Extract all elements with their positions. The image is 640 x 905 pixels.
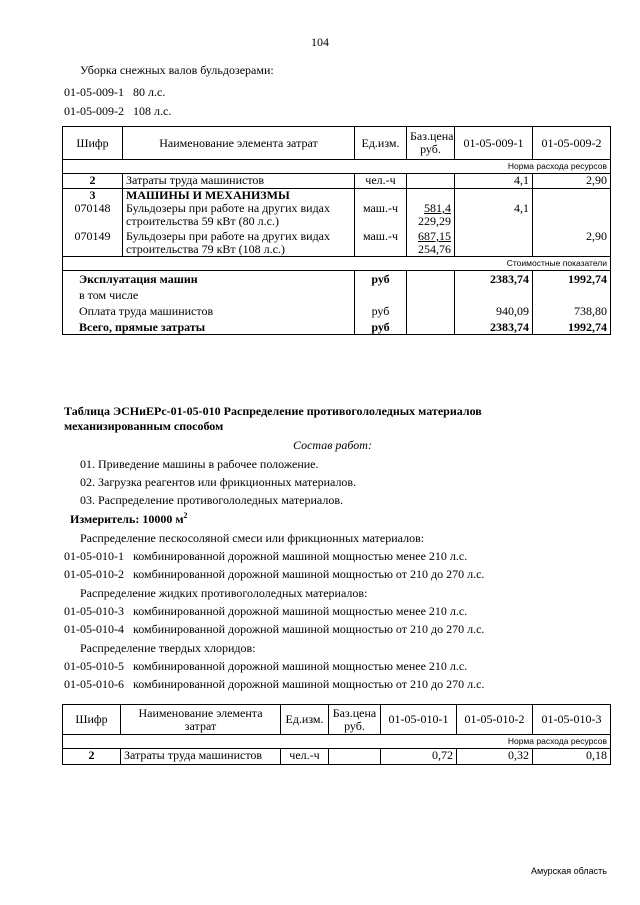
labor-v3: 0,18 [533, 749, 611, 765]
work-item: 03. Распределение противогололедных материалов. [80, 493, 343, 507]
labor-code: 2 [63, 749, 121, 765]
header-col1: 01-05-010-1 [381, 705, 457, 735]
header-col1: 01-05-009-1 [455, 127, 533, 160]
machine-v2: 2,90 [533, 228, 611, 257]
machine-name: Бульдозеры при работе на других видах строительства 59 кВт (80 л.с.) [123, 202, 355, 228]
labor-code: 2 [63, 174, 123, 189]
section1-item: 01-05-009-2 108 л.с. [64, 104, 172, 118]
machine-price: 581,4 229,29 [407, 202, 455, 228]
cost-name: в том числе [63, 286, 355, 302]
machine-code: 070149 [63, 228, 123, 257]
cost-v2: 738,80 [533, 302, 611, 318]
machine-v1 [455, 228, 533, 257]
cost-name: Эксплуатация машин [63, 271, 355, 287]
machine-v1: 4,1 [455, 202, 533, 228]
resource-table-1 [62, 126, 611, 335]
table-row [63, 228, 611, 257]
machine-v2 [533, 202, 611, 228]
labor-unit: чел.-ч [281, 749, 329, 765]
header-name: Наименование элемента затрат [123, 127, 355, 160]
cost-unit: руб [355, 302, 407, 318]
cost-v1: 2383,74 [455, 271, 533, 287]
labor-v2: 2,90 [533, 174, 611, 189]
header-col2: 01-05-010-2 [457, 705, 533, 735]
header-col3: 01-05-010-3 [533, 705, 611, 735]
work-item: 02. Загрузка реагентов или фрикционных материалов. [80, 475, 357, 489]
works-heading: Состав работ: [293, 438, 372, 452]
list-item: 01-05-010-6 комбинированной дорожной машиной мощностью от 210 до 270 л.с. [64, 677, 485, 691]
header-unit: Ед.изм. [281, 705, 329, 735]
header-code: Шифр [63, 127, 123, 160]
labor-v1: 4,1 [455, 174, 533, 189]
cost-v2: 1992,74 [533, 271, 611, 287]
table-row [63, 749, 611, 765]
footer-region: Амурская область [530, 866, 607, 876]
table-row [63, 302, 611, 318]
table-row [63, 271, 611, 287]
table-title: Таблица ЭСНиЕРс-01-05-010 Распределение противогололедных материалов [64, 404, 482, 418]
cost-v1 [455, 286, 533, 302]
group-name: МАШИНЫ И МЕХАНИЗМЫ [123, 189, 355, 203]
header-price: Баз.цена руб. [329, 705, 381, 735]
group-code: 3 [63, 189, 123, 203]
cost-v1: 2383,74 [455, 318, 533, 335]
labor-unit: чел.-ч [355, 174, 407, 189]
group-heading: Распределение пескосоляной смеси или фрикционных материалов: [80, 531, 425, 545]
section1-item: 01-05-009-1 80 л.с. [64, 85, 166, 99]
cost-unit: руб [355, 271, 407, 287]
labor-v2: 0,32 [457, 749, 533, 765]
cost-unit: руб [355, 318, 407, 335]
header-col2: 01-05-009-2 [533, 127, 611, 160]
labor-v1: 0,72 [381, 749, 457, 765]
list-item: 01-05-010-5 комбинированной дорожной машиной мощностью менее 210 л.с. [64, 659, 468, 673]
norm-label: Норма расхода ресурсов [63, 160, 611, 174]
measure-unit: Измеритель: 10000 $м^2$ [70, 511, 188, 526]
section1-title: Уборка снежных валов бульдозерами: [80, 63, 274, 77]
cost-v1: 940,09 [455, 302, 533, 318]
table-title-cont: механизированным способом [64, 419, 224, 433]
list-item: 01-05-010-1 комбинированной дорожной машиной мощностью менее 210 л.с. [64, 549, 468, 563]
labor-name: Затраты труда машинистов [123, 174, 355, 189]
machine-unit: маш.-ч [355, 228, 407, 257]
resource-table-2 [62, 704, 611, 765]
cost-unit [355, 286, 407, 302]
table-row [63, 318, 611, 335]
list-item: 01-05-010-4 комбинированной дорожной машиной мощностью от 210 до 270 л.с. [64, 622, 485, 636]
machine-price: 687,15 254,76 [407, 228, 455, 257]
header-price: Баз.цена руб. [407, 127, 455, 160]
list-item: 01-05-010-2 комбинированной дорожной машиной мощностью от 210 до 270 л.с. [64, 567, 485, 581]
list-item: 01-05-010-3 комбинированной дорожной машиной мощностью менее 210 л.с. [64, 604, 468, 618]
cost-name: Всего, прямые затраты [63, 318, 355, 335]
cost-name: Оплата труда машинистов [63, 302, 355, 318]
machine-code: 070148 [63, 202, 123, 228]
header-name: Наименование элемента затрат [121, 705, 281, 735]
group-heading: Распределение жидких противогололедных материалов: [80, 586, 368, 600]
labor-name: Затраты труда машинистов [121, 749, 281, 765]
page-number: 104 [311, 35, 329, 49]
table-row [63, 202, 611, 228]
cost-v2 [533, 286, 611, 302]
work-item: 01. Приведение машины в рабочее положение. [80, 457, 319, 471]
group-heading: Распределение твердых хлоридов: [80, 641, 256, 655]
machine-unit: маш.-ч [355, 202, 407, 228]
table-row [63, 286, 611, 302]
cost-v2: 1992,74 [533, 318, 611, 335]
header-code: Шифр [63, 705, 121, 735]
machine-name: Бульдозеры при работе на других видах строительства 79 кВт (108 л.с.) [123, 228, 355, 257]
cost-label: Стоимостные показатели [63, 257, 611, 271]
header-unit: Ед.изм. [355, 127, 407, 160]
norm-label: Норма расхода ресурсов [63, 735, 611, 749]
